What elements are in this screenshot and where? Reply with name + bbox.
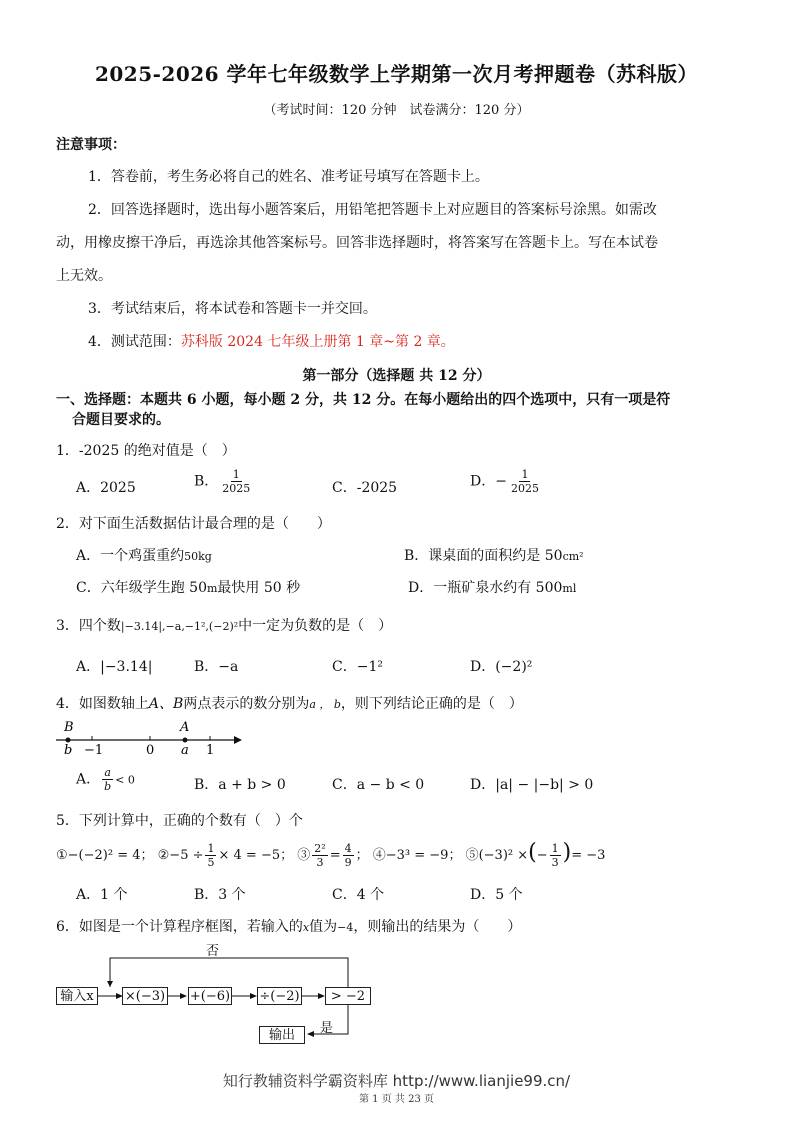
footer-page-number: 第 1 页 共 23 页 [359, 1094, 434, 1105]
note-2b: 动，用橡皮擦干净后，再选涂其他答案标号。回答非选择题时，将答案写在答题卡上。写在本试卷 [56, 235, 658, 251]
q1-option-b: B． $\frac{1}{2025}$ [194, 468, 251, 495]
flow-yes-label: 是 [320, 1021, 334, 1036]
q5-option-d: D．5 个 [470, 887, 523, 903]
q1-b-fraction: $\frac{1}{2025}$ [222, 468, 251, 495]
q3-option-c: C．−1² [332, 659, 383, 675]
point-a-dot [183, 738, 188, 743]
note-2c: 上无效。 [56, 268, 112, 284]
flow-no-label: 否 [206, 944, 220, 959]
point-b-dot [66, 738, 71, 743]
q5-e5: ⑤(−3)² ×(− $\frac{1}{3}$ )= −3 [465, 840, 606, 869]
q5-stem: 5．下列计算中，正确的个数有（ ）个 [56, 813, 303, 829]
q3-stem: 3．四个数|−3.14|,−a,−1²,(−2)²中一定为负数的是（ ） [56, 618, 393, 634]
flow-output-box: 输出 [259, 1026, 305, 1044]
q1-d-fraction: $\frac{1}{2025}$ [510, 468, 539, 495]
exam-subtitle: （考试时间：120 分钟 试卷满分：120 分） [263, 103, 530, 118]
q4-stem: 4．如图数轴上A、B两点表示的数分别为a ， b，则下列结论正确的是（ ） [56, 696, 523, 712]
q2-option-c: C．六年级学生跑 50m最快用 50 秒 [76, 580, 301, 596]
flow-compare-box: > −2 [325, 987, 371, 1005]
q5-e2: ②−5 ÷ $\frac{1}{5}$ × 4 = −5； [157, 842, 294, 869]
q5-e3: ③ $\frac{\text{2²}}{3}$ = $\frac{4}{9}$ ； [297, 842, 369, 869]
q4-option-d: D．|a| − |−b| > 0 [470, 777, 594, 793]
q3-option-a: A．|−3.14| [76, 659, 153, 675]
part-1-heading: 第一部分（选择题 共 12 分） [302, 368, 491, 384]
label-a: a [181, 743, 189, 756]
note-4 [88, 331, 455, 351]
q3-option-b: B．−a [194, 659, 239, 675]
q4-option-b: B．a + b > 0 [194, 777, 286, 793]
number-line-arrow [234, 736, 242, 744]
q5-option-c: C．4 个 [332, 887, 385, 903]
q3-option-d: D．(−2)² [470, 659, 533, 675]
q5-e4: ④−3³ = −9； [372, 848, 462, 863]
flow-input-box: 输入x [56, 987, 98, 1005]
q4-option-a: A． $\frac{a}{b}$ < 0 [76, 766, 135, 793]
q2-option-d: D．一瓶矿泉水约有 500ml [408, 580, 577, 596]
q1-stem: 1．-2025 的绝对值是（ ） [56, 443, 236, 459]
flow-op1-box: ×(−3) [122, 987, 168, 1005]
label-B: B [64, 720, 74, 735]
q3-expression: |−3.14|,−a,−1²,(−2)² [120, 620, 239, 633]
q2-stem: 2．对下面生活数据估计最合理的是（ ） [56, 516, 331, 532]
q6-stem: 6．如图是一个计算程序框图，若输入的x值为−4，则输出的结果为（ ） [56, 919, 522, 935]
q4-option-c: C．a − b < 0 [332, 777, 425, 793]
number-line-diagram [54, 716, 244, 756]
loop-line [110, 958, 348, 987]
label-A: A [180, 720, 190, 735]
q5-option-a: A．1 个 [76, 887, 128, 903]
notes-heading: 注意事项： [56, 137, 126, 153]
q5-e1: ①−(−2)² = 4； [56, 848, 154, 863]
footer-watermark-link: 知行教辅资料学霸资料库 http://www.lianjie99.cn/ [222, 1072, 571, 1090]
label-zero: 0 [146, 743, 155, 756]
q2-option-b: B．课桌面的面积约是 50cm² [404, 548, 584, 564]
label-minus-1: −1 [84, 743, 104, 756]
flow-op3-box: ÷(−2) [257, 987, 302, 1005]
note-4-prefix: 4．测试范围： [88, 334, 181, 350]
q1-option-d: D．− $\frac{1}{2025}$ [470, 468, 539, 495]
label-b: b [64, 743, 73, 756]
note-3: 3．考试结束后，将本试卷和答题卡一并交回。 [88, 301, 377, 317]
section-1-intro-b: 合题目要求的。 [72, 412, 170, 428]
q5-option-b: B．3 个 [194, 887, 246, 903]
note-2a: 2．回答选择题时，选出每小题答案后，用铅笔把答题卡上对应题目的答案标号涂黑。如需改 [88, 202, 657, 218]
note-1: 1．答卷前，考生务必将自己的姓名、准考证号填写在答题卡上。 [88, 169, 489, 185]
section-1-intro-a: 一、选择题：本题共 6 小题，每小题 2 分，共 12 分。在每小题给出的四个选项中，只有一项是符 [56, 392, 671, 408]
flow-op2-box: +(−6) [189, 989, 231, 1004]
q1-option-a: A．2025 [76, 480, 136, 496]
q1-option-c: C．-2025 [332, 480, 398, 496]
q5-expressions [56, 840, 605, 869]
exam-title: 2025-2026 学年七年级数学上学期第一次月考押题卷（苏科版） [94, 62, 699, 86]
note-4-range: 苏科版 2024 七年级上册第 1 章~第 2 章。 [180, 334, 455, 350]
label-one: 1 [206, 743, 215, 756]
q2-option-a: A．一个鸡蛋重约50kg [76, 548, 212, 564]
